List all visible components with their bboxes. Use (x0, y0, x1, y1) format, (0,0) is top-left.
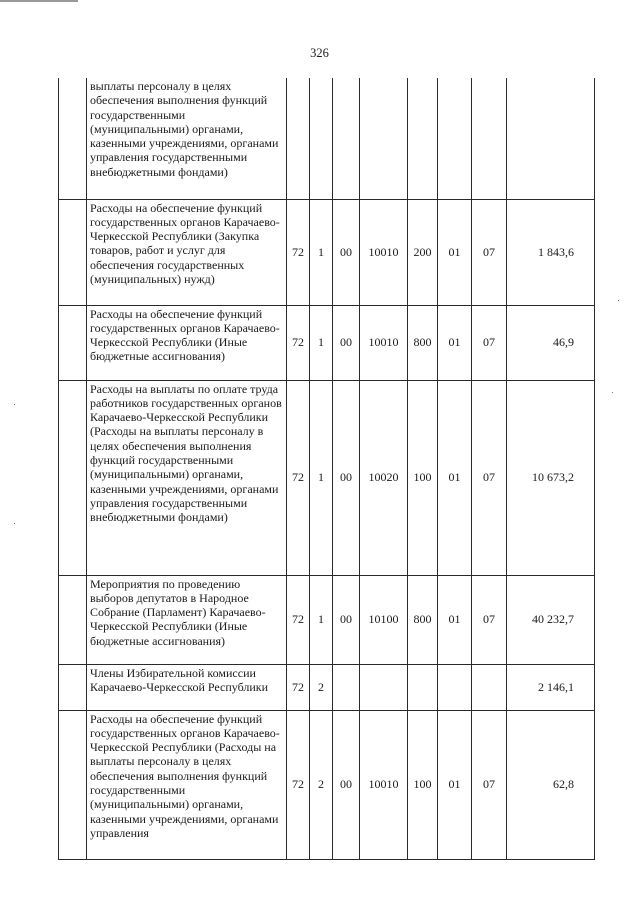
table-row (59, 78, 595, 199)
code-cell: 72 (287, 664, 310, 710)
code-cell: 00 (333, 199, 360, 305)
code-cell: 07 (472, 575, 507, 664)
blank-cell (59, 78, 87, 199)
blank-cell (59, 305, 87, 380)
row-name: Расходы на выплаты по оплате труда работников государственных органов Карачаево-Черкесской Республики (Расходы на выплаты персоналу в целях обеспечения выполнения функций государственными (муниципальными) органами, казенными учреждениями, органами управления государственными внебюджетными фондами) (87, 380, 287, 575)
amount-cell (507, 78, 595, 199)
code-cell: 1 (310, 575, 333, 664)
scan-speck (14, 404, 15, 405)
code-cell (472, 664, 507, 710)
code-cell (310, 78, 333, 199)
code-cell: 07 (472, 380, 507, 575)
page-number: 326 (310, 46, 329, 60)
code-cell: 01 (438, 575, 472, 664)
row-name: Члены Избирательной комиссии Карачаево-Черкесской Республики (87, 664, 287, 710)
code-cell: 07 (472, 710, 507, 859)
code-cell (360, 664, 408, 710)
code-cell (333, 78, 360, 199)
amount-cell: 40 232,7 (507, 575, 595, 664)
row-name: Мероприятия по проведению выборов депутатов в Народное Собрание (Парламент) Карачаево-Черкесской Республики (Иные бюджетные ассигнования) (87, 575, 287, 664)
code-cell: 00 (333, 710, 360, 859)
code-cell: 10010 (360, 199, 408, 305)
code-cell: 72 (287, 199, 310, 305)
table-row (59, 305, 595, 380)
code-cell: 00 (333, 575, 360, 664)
blank-cell (59, 664, 87, 710)
scan-speck (618, 300, 619, 301)
code-cell (438, 664, 472, 710)
code-cell (408, 78, 438, 199)
budget-table (58, 78, 595, 860)
scan-speck (612, 392, 613, 393)
table-body (59, 78, 595, 859)
code-cell: 07 (472, 199, 507, 305)
code-cell (333, 664, 360, 710)
row-name: выплаты персоналу в целях обеспечения выполнения функций государственными (муниципальными) органами, казенными учреждениями, органами управления государственными внебюджетными фондами) (87, 78, 287, 199)
code-cell (408, 664, 438, 710)
code-cell: 72 (287, 575, 310, 664)
blank-cell (59, 199, 87, 305)
amount-cell: 1 843,6 (507, 199, 595, 305)
table-row (59, 664, 595, 710)
amount-cell: 46,9 (507, 305, 595, 380)
code-cell: 2 (310, 710, 333, 859)
code-cell: 100 (408, 380, 438, 575)
scan-speck (14, 523, 15, 524)
code-cell: 01 (438, 710, 472, 859)
code-cell: 1 (310, 380, 333, 575)
code-cell: 01 (438, 305, 472, 380)
code-cell: 72 (287, 305, 310, 380)
code-cell: 01 (438, 380, 472, 575)
code-cell: 10010 (360, 305, 408, 380)
code-cell: 1 (310, 305, 333, 380)
table-row (59, 710, 595, 859)
amount-cell: 2 146,1 (507, 664, 595, 710)
amount-cell: 62,8 (507, 710, 595, 859)
code-cell: 72 (287, 380, 310, 575)
code-cell: 72 (287, 710, 310, 859)
code-cell: 100 (408, 710, 438, 859)
code-cell: 00 (333, 305, 360, 380)
code-cell: 800 (408, 305, 438, 380)
row-name: Расходы на обеспечение функций государственных органов Карачаево-Черкесской Республики (Расходы на выплаты персоналу в целях обеспечения выполнения функций государственными (муниципальными) органами, казенными учреждениями, органами управления (87, 710, 287, 859)
code-cell: 1 (310, 199, 333, 305)
row-name: Расходы на обеспечение функций государственных органов Карачаево-Черкесской Республики (Иные бюджетные ассигнования) (87, 305, 287, 380)
scan-edge-mark (0, 0, 78, 2)
code-cell (472, 78, 507, 199)
table-row (59, 199, 595, 305)
code-cell (438, 78, 472, 199)
code-cell: 00 (333, 380, 360, 575)
code-cell: 10020 (360, 380, 408, 575)
table-row (59, 380, 595, 575)
code-cell: 01 (438, 199, 472, 305)
code-cell: 10100 (360, 575, 408, 664)
table-row (59, 575, 595, 664)
code-cell: 800 (408, 575, 438, 664)
code-cell: 2 (310, 664, 333, 710)
code-cell: 10010 (360, 710, 408, 859)
code-cell (360, 78, 408, 199)
code-cell: 07 (472, 305, 507, 380)
row-name: Расходы на обеспечение функций государственных органов Карачаево-Черкесской Республики (Закупка товаров, работ и услуг для обеспечения государственных (муниципальных) нужд) (87, 199, 287, 305)
blank-cell (59, 380, 87, 575)
code-cell (287, 78, 310, 199)
blank-cell (59, 710, 87, 859)
amount-cell: 10 673,2 (507, 380, 595, 575)
code-cell: 200 (408, 199, 438, 305)
blank-cell (59, 575, 87, 664)
